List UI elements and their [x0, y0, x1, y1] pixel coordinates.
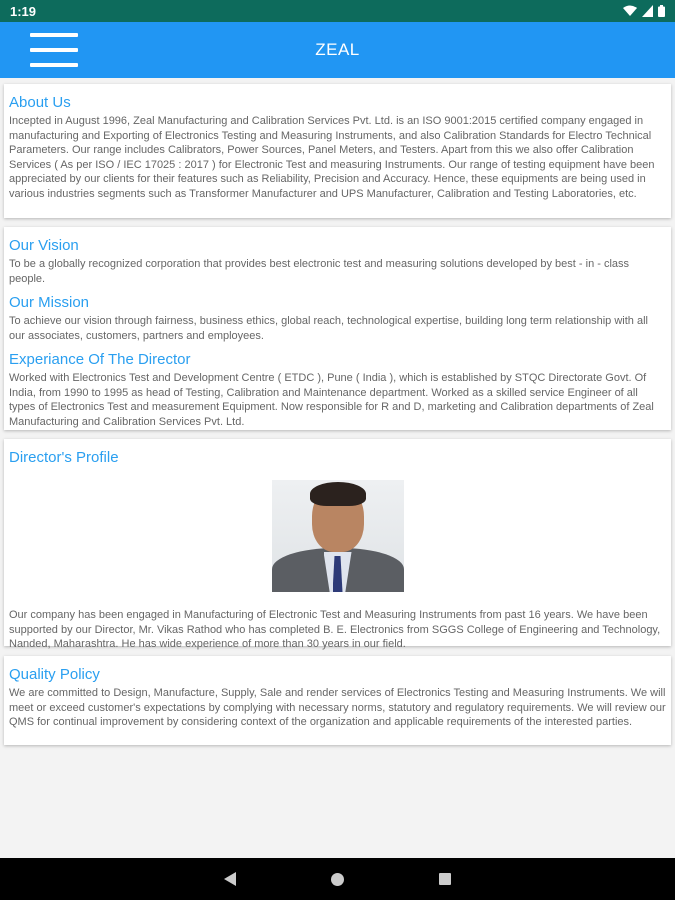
mission-text: To achieve our vision through fairness, business ethics, global reach, technological expertise, building long term relationship with all our associates, customers, partners and employees.: [9, 315, 648, 342]
profile-text: Our company has been engaged in Manufacturing of Electronic Test and Measuring Instruments from past 16 years. We have been supported by our Director, Mr. Vikas Rathod who has completed B. E. Electronics from SGGS College of Engineering and Technology, Nanded, Maharashtra. He has wide experience of more than 30 years in our field.: [9, 609, 661, 650]
quality-heading: Quality Policy: [9, 666, 100, 683]
profile-heading: Director's Profile: [9, 449, 119, 466]
quality-text: We are committed to Design, Manufacture, Supply, Sale and render services of Electronics Testing and Measuring Instruments. We will meet or exceed customer's expectations by complying with necessary norms, statutory and regulatory requirements. We will review our QMS for continual improvement by considering context of the organization and applicable requirements of the interested parties.: [9, 687, 666, 728]
app-title: ZEAL: [315, 40, 360, 59]
recent-apps-icon[interactable]: [439, 873, 451, 885]
vision-text: To be a globally recognized corporation that provides best electronic test and measuring solutions developed by best - in - class people.: [9, 258, 630, 285]
signal-icon: [642, 5, 653, 17]
about-heading: About Us: [9, 94, 71, 111]
experience-text: Worked with Electronics Test and Development Centre ( ETDC ), Pune ( India ), which is established by STQC Directorate Govt. Of India, from 1990 to 1995 as head of Testing, Calibration and Maintenance department. Worked as a skilled service Engineer of all types of Electronics Test and measurement Equipment. Now responsible for R and D, marketing and Calibration departments of Zeal Manufacturing and Calibration Services Pvt. Ltd.: [9, 372, 654, 428]
quality-card: [4, 656, 671, 745]
about-text: Incepted in August 1996, Zeal Manufacturing and Calibration Services Pvt. Ltd. is an ISO 9001:2015 certified company engaged in manufacturing and Exporting of Electronics Testing and Measuring Instruments, and also Calibration Standards for Electro Technical Parameters. Our range includes Calibrators, Power Sources, Panel Meters, and Testers. Apart from this we also offer Calibration Services ( As per ISO / IEC 17025 : 2017 ) for Electronic Test and measuring Instruments. Our range of testing equipment have been appreciated by our clients for their features such as Reliability, Precision and Accuracy. Hence, these equipments are being used in various industries segments such as Transformer Manufacturer and UPS Manufacturer, Calibration and Testing Laboratories, etc.: [9, 115, 655, 200]
battery-icon: [658, 5, 665, 17]
wifi-icon: [623, 5, 637, 17]
menu-icon[interactable]: [30, 30, 80, 70]
mission-heading: Our Mission: [9, 294, 90, 311]
back-icon[interactable]: [224, 872, 236, 886]
app-bar: [0, 22, 675, 78]
home-icon[interactable]: [331, 873, 344, 886]
vision-mission-card: [4, 227, 671, 430]
status-time: 1:19: [10, 3, 37, 19]
director-photo: [272, 480, 404, 592]
content-scroll[interactable]: [0, 78, 675, 858]
status-icons: [623, 5, 665, 17]
vision-heading: Our Vision: [9, 237, 79, 254]
navigation-bar: [0, 858, 675, 900]
status-bar: [0, 0, 675, 22]
about-card: [4, 84, 671, 218]
experience-heading: Experiance Of The Director: [9, 351, 191, 368]
profile-card: [4, 439, 671, 650]
